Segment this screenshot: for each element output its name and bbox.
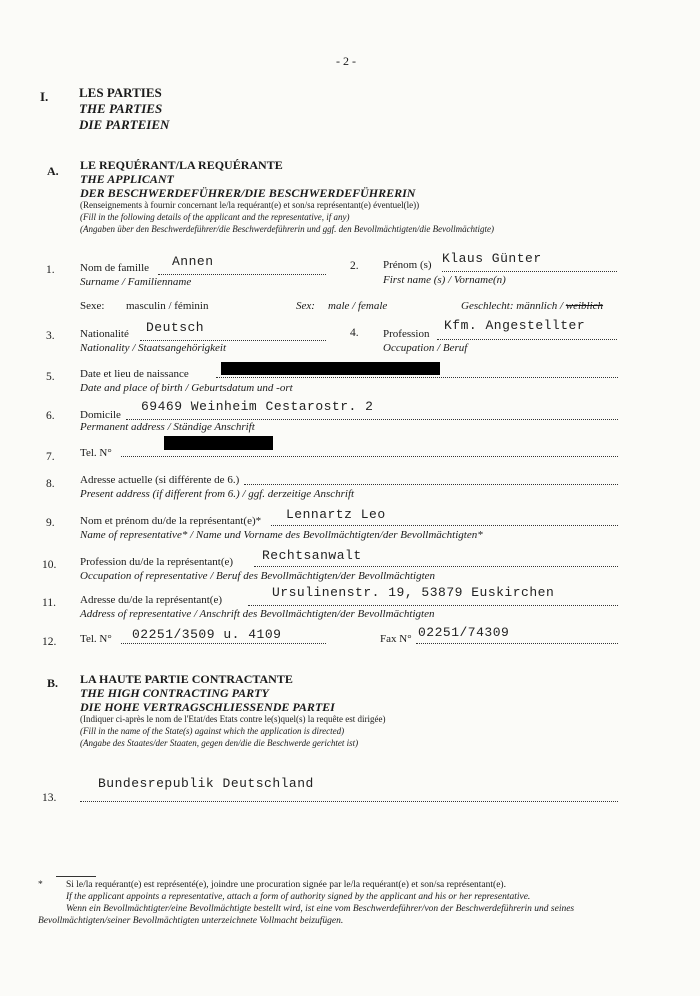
state-value[interactable]: Bundesrepublik Deutschland <box>98 776 314 791</box>
firstname-value[interactable]: Klaus Günter <box>442 251 542 266</box>
footnote-divider <box>56 876 96 877</box>
section-a-title-de: DER BESCHWERDEFÜHRER/DIE BESCHWERDEFÜHRERIN <box>80 186 416 200</box>
section-a-note-en: (Fill in the following details of the applicant and the representative, if any) <box>80 212 350 222</box>
field-2-number: 2. <box>350 260 359 272</box>
section-a-note-fr: (Renseignements à fournir concernant le/la requérant(e) et son/sa représentant(e) éventuel(le)) <box>80 200 420 210</box>
footnote-en: If the applicant appoints a representative, attach a form of authority signed by the applicant and his or her representative. <box>66 892 531 902</box>
field-4-number: 4. <box>350 327 359 339</box>
field-6-number: 6. <box>46 410 55 422</box>
domicile-line <box>126 419 618 420</box>
state-line <box>80 801 618 802</box>
section-a-title-en: THE APPLICANT <box>80 172 174 186</box>
tel-redaction <box>164 436 273 450</box>
field-1-number: 1. <box>46 264 55 276</box>
section-b-note-fr: (Indiquer ci-après le nom de l'Etat/des Etats contre le(s)quel(s) la requête est dirigée) <box>80 714 386 724</box>
field-3-number: 3. <box>46 330 55 342</box>
profession-label-en: Occupation / Beruf <box>383 342 468 354</box>
tel-line <box>121 456 618 457</box>
section-a-note-de: (Angaben über den Beschwerdeführer/die Beschwerdeführerin und ggf. den Bevollmächtigten/die Bevollmächtigte) <box>80 224 495 234</box>
section-a-title-fr: LE REQUÉRANT/LA REQUÉRANTE <box>80 158 283 172</box>
sex-label-de <box>461 300 603 312</box>
present-address-line <box>244 484 618 485</box>
present-address-label: Adresse actuelle (si différente de 6.) <box>80 474 240 486</box>
representative-tel-line <box>121 643 326 644</box>
section-i-title-de: DIE PARTEIEN <box>79 117 170 132</box>
field-9-number: 9. <box>46 517 55 529</box>
representative-name-value[interactable]: Lennartz Leo <box>286 507 386 522</box>
profession-line <box>437 339 617 340</box>
footnote-de-1: Wenn ein Bevollmächtigter/eine Bevollmächtigte bestellt wird, ist eine vom Beschwerdeführer/von der Beschwerdeführerin und seines <box>66 904 575 914</box>
representative-name-label: Nom et prénom du/de la représentant(e)* <box>80 515 262 527</box>
tel-label: Tel. N° <box>80 447 112 459</box>
field-12-number: 12. <box>42 636 57 648</box>
page-number: - 2 - <box>336 54 356 68</box>
field-8-number: 8. <box>46 478 55 490</box>
section-i-title-fr: LES PARTIES <box>79 85 162 100</box>
present-address-label-en: Present address (if different from 6.) / ggf. derzeitige Anschrift <box>80 488 355 500</box>
representative-profession-value[interactable]: Rechtsanwalt <box>262 548 362 563</box>
nationality-line <box>140 340 326 341</box>
section-i-title-en: THE PARTIES <box>79 101 163 116</box>
field-7-number: 7. <box>46 451 55 463</box>
firstname-label: Prénom (s) <box>383 259 432 271</box>
surname-label-en: Surname / Familienname <box>80 276 192 288</box>
section-i-number: I. <box>40 89 49 104</box>
footnote-fr: Si le/la requérant(e) est représenté(e), joindre une procuration signée par le/la requérant(e) et son/sa représentant(e). <box>66 880 506 890</box>
firstname-label-en: First name (s) / Vorname(n) <box>383 274 506 286</box>
profession-value[interactable]: Kfm. Angestellter <box>444 318 586 333</box>
section-b-letter: B. <box>47 676 59 690</box>
sex-options-en: male / female <box>328 300 388 312</box>
nationality-label-en: Nationality / Staatsangehörigkeit <box>80 342 227 354</box>
sex-label-en: Sex: <box>296 300 315 312</box>
representative-profession-line <box>254 566 618 567</box>
footnote-mark: * <box>38 880 43 890</box>
fax-label: Fax N° <box>380 633 412 645</box>
field-13-number: 13. <box>42 792 57 804</box>
profession-label: Profession <box>383 328 430 340</box>
surname-line <box>158 274 326 275</box>
sex-options-fr: masculin / féminin <box>126 300 209 312</box>
birth-label-en: Date and place of birth / Geburtsdatum und -ort <box>80 382 293 394</box>
section-b-title-en: THE HIGH CONTRACTING PARTY <box>80 686 269 700</box>
representative-profession-label: Profession du/de la représentant(e) <box>80 556 234 568</box>
domicile-label: Domicile <box>80 409 121 421</box>
sex-label-fr: Sexe: <box>80 300 105 312</box>
domicile-label-en: Permanent address / Ständige Anschrift <box>80 421 255 433</box>
section-b-title-de: DIE HOHE VERTRAGSCHLIESSENDE PARTEI <box>80 700 335 714</box>
field-10-number: 10. <box>42 559 57 571</box>
representative-address-label-en: Address of representative / Anschrift des Bevollmächtigten/der Bevollmächtigten <box>80 608 435 620</box>
surname-value[interactable]: Annen <box>172 254 214 269</box>
field-5-number: 5. <box>46 371 55 383</box>
footnote-de-2: Bevollmächtigten/seiner Bevollmächtigten unterzeichnete Vollmacht beizufügen. <box>38 916 344 926</box>
section-b-title-fr: LA HAUTE PARTIE CONTRACTANTE <box>80 672 293 686</box>
fax-value[interactable]: 02251/74309 <box>418 625 510 640</box>
representative-tel-label: Tel. N° <box>80 633 112 645</box>
field-11-number: 11. <box>42 597 56 609</box>
representative-address-line <box>248 605 618 606</box>
section-a-letter: A. <box>47 164 59 178</box>
firstname-line <box>442 271 617 272</box>
birth-redaction <box>221 362 440 375</box>
domicile-value[interactable]: 69469 Weinheim Cestarostr. 2 <box>141 399 374 414</box>
birth-label: Date et lieu de naissance <box>80 368 189 380</box>
nationality-value[interactable]: Deutsch <box>146 320 205 335</box>
representative-name-line <box>271 525 618 526</box>
representative-address-value[interactable]: Ursulinenstr. 19, 53879 Euskirchen <box>272 585 555 600</box>
representative-address-label: Adresse du/de la représentant(e) <box>80 594 223 606</box>
birth-line <box>216 377 618 378</box>
section-b-note-de: (Angabe des Staates/der Staaten, gegen den/die die Beschwerde gerichtet ist) <box>80 738 359 748</box>
representative-name-label-en: Name of representative* / Name und Vorname des Bevollmächtigten/der Bevollmächtigten* <box>80 529 483 541</box>
surname-label: Nom de famille <box>80 262 150 274</box>
section-b-note-en: (Fill in the name of the State(s) against which the application is directed) <box>80 726 345 736</box>
sex-struck-option: weiblich <box>565 300 604 312</box>
representative-profession-label-en: Occupation of representative / Beruf des Bevollmächtigten/der Bevollmächtigten <box>80 570 436 582</box>
nationality-label: Nationalité <box>80 328 129 340</box>
sex-options-de: Geschlecht: männlich / <box>461 300 566 312</box>
representative-tel-value[interactable]: 02251/3509 u. 4109 <box>132 627 282 642</box>
fax-line <box>416 643 618 644</box>
